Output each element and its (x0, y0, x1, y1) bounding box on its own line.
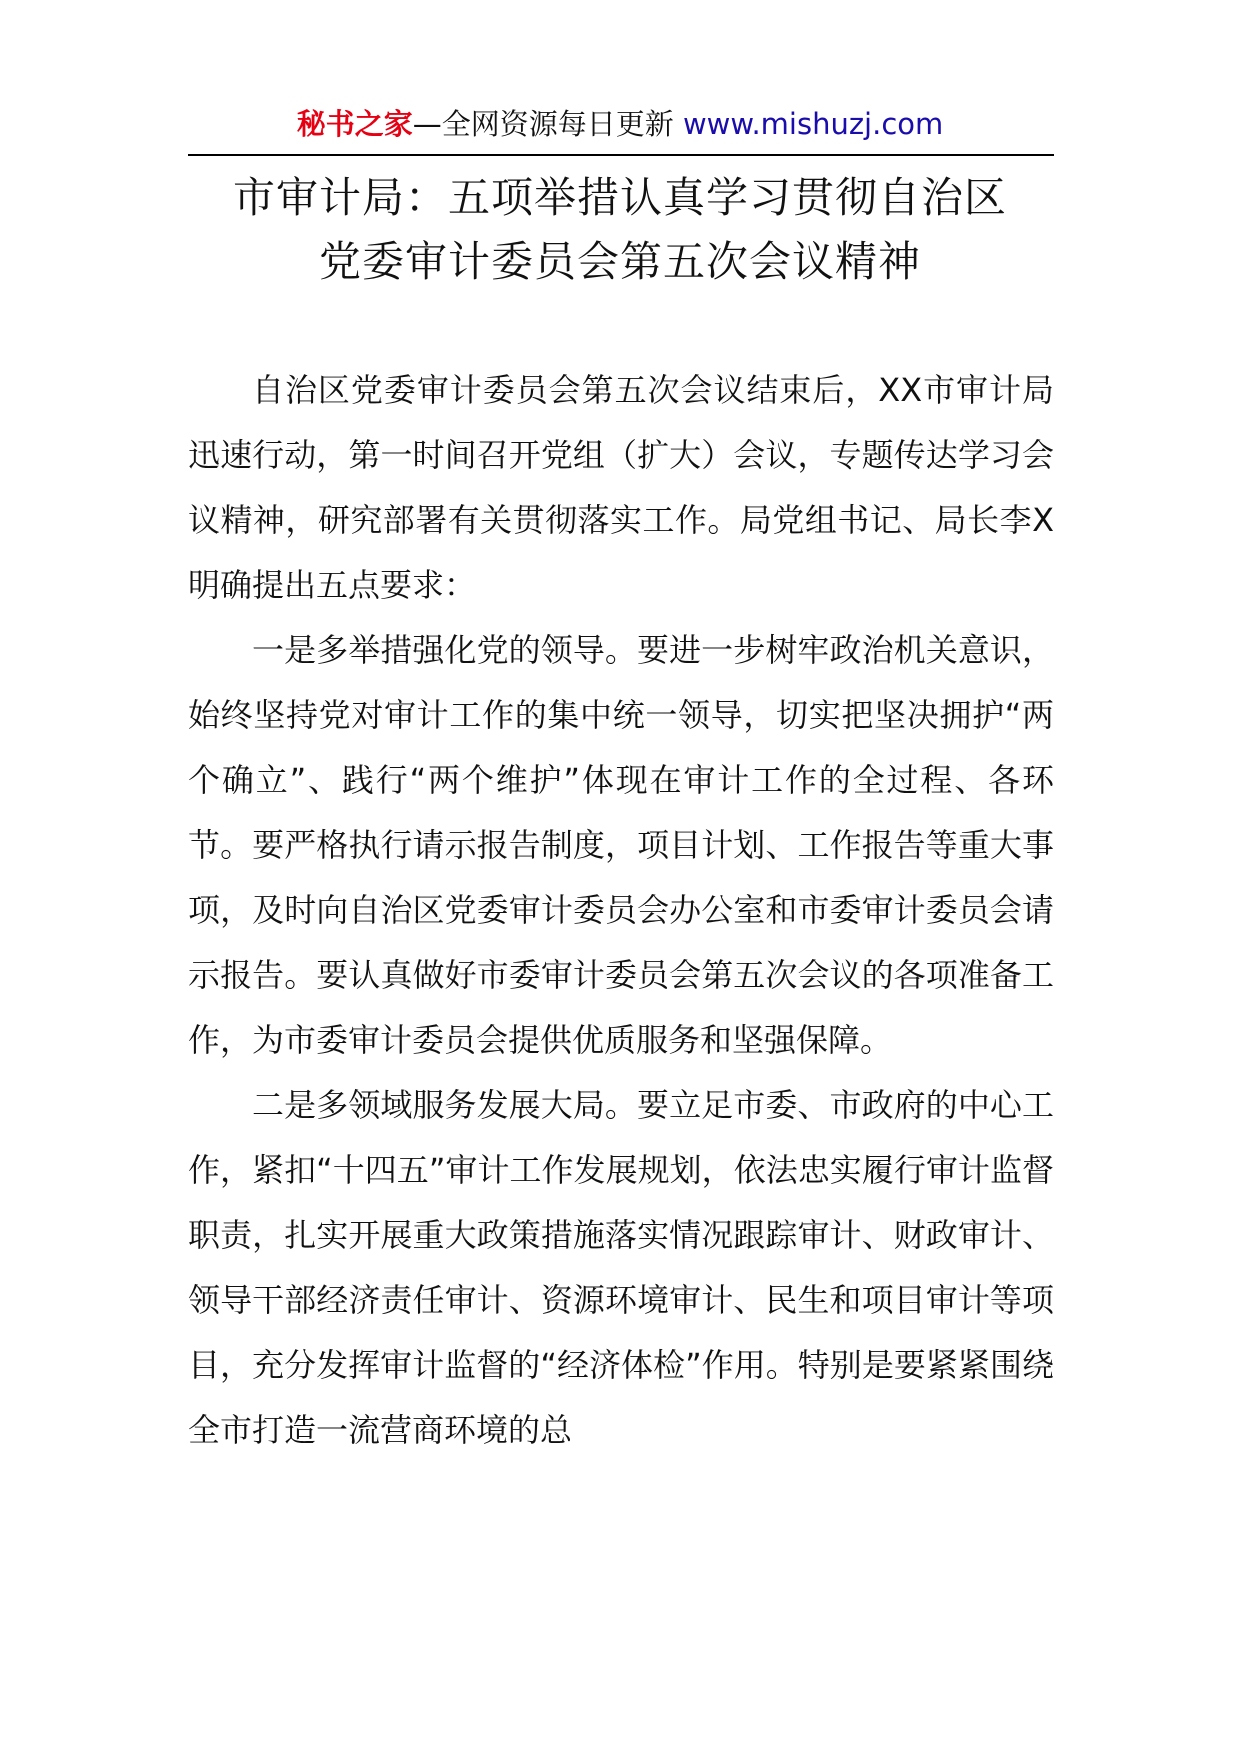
body-paragraph: 自治区党委审计委员会第五次会议结束后，XX市审计局迅速行动，第一时间召开党组（扩大）会议，专题传达学习会议精神，研究部署有关贯彻落实工作。局党组书记、局长李X明确提出五点要求： (188, 371, 1054, 604)
body-paragraph: 一是多举措强化党的领导。要进一步树牢政治机关意识，始终坚持党对审计工作的集中统一领导，切实把坚决拥护“两个确立”、践行“两个维护”体现在审计工作的全过程、各环节。要严格执行请示报告制度，项目计划、工作报告等重大事项，及时向自治区党委审计委员会办公室和市委审计委员会请示报告。要认真做好市委审计委员会第五次会议的各项准备工作，为市委审计委员会提供优质服务和坚强保障。 (188, 631, 1054, 1059)
document-title (186, 166, 1054, 294)
header-url-link[interactable]: www.mishuzj.com (682, 107, 944, 141)
header-brand: 秘书之家 (296, 107, 413, 141)
header-slogan: —全网资源每日更新 (412, 107, 683, 141)
page-header (186, 104, 1054, 144)
header-divider (188, 154, 1054, 156)
body-paragraph: 二是多领域服务发展大局。要立足市委、市政府的中心工作，紧扣“十四五”审计工作发展规划，依法忠实履行审计监督职责，扎实开展重大政策措施落实情况跟踪审计、财政审计、领导干部经济责任审计、资源环境审计、民生和项目审计等项目，充分发挥审计监督的“经济体检”作用。特别是要紧紧围绕全市打造一流营商环境的总 (188, 1086, 1054, 1449)
title-line-2: 党委审计委员会第五次会议精神 (318, 237, 921, 286)
document-body (188, 358, 1054, 1463)
title-line-1: 市审计局：五项举措认真学习贯彻自治区 (232, 173, 1007, 222)
